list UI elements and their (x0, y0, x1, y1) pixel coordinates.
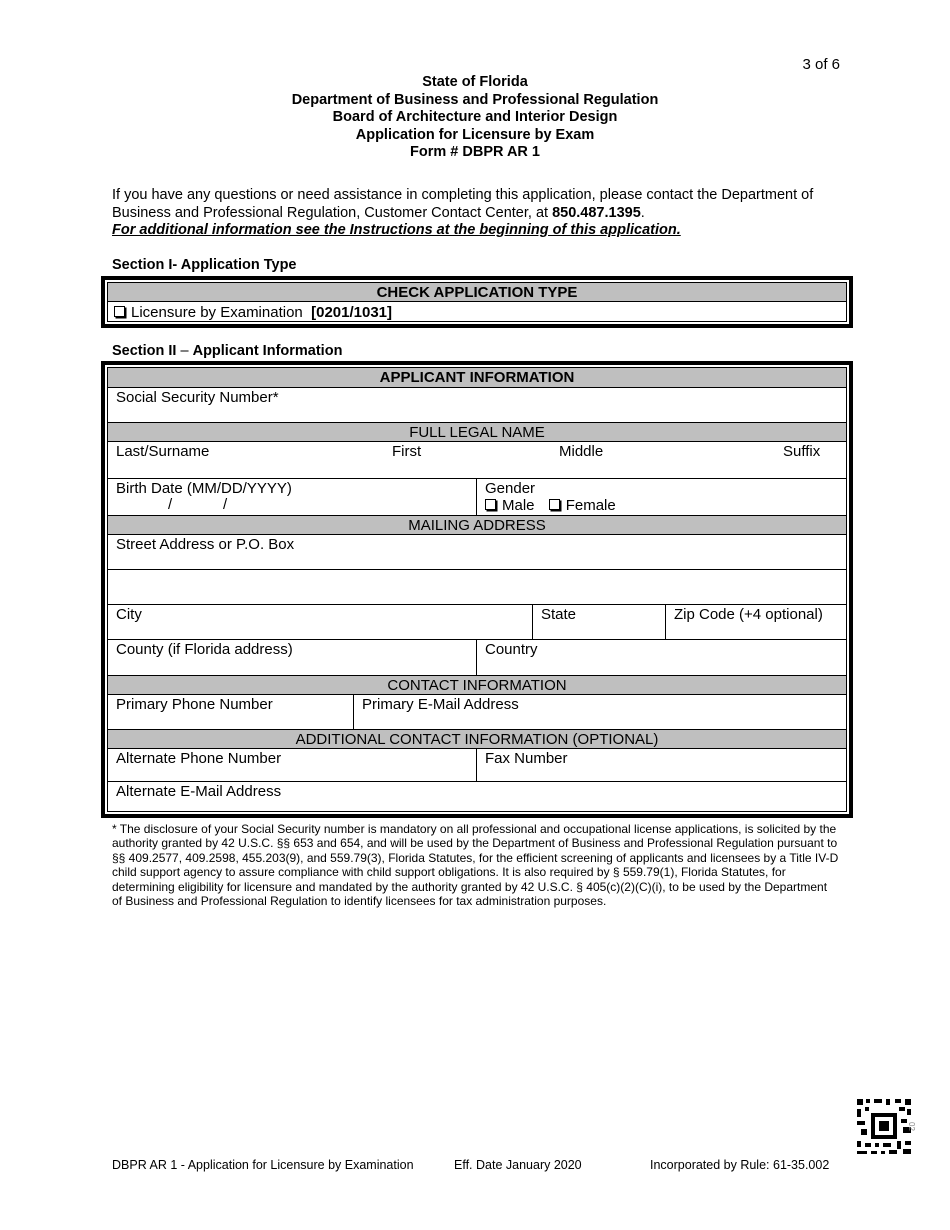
birth-date-field[interactable] (108, 479, 476, 515)
header-department: Department of Business and Professional Regulation (291, 91, 659, 108)
fax-number-field[interactable]: Fax Number (476, 749, 846, 781)
county-field[interactable]: County (if Florida address) (116, 641, 293, 658)
gender-label: Gender (485, 480, 536, 497)
licensure-option[interactable] (108, 303, 846, 321)
applicant-information-box (101, 361, 853, 818)
intro-paragraph (112, 187, 832, 240)
country-field[interactable]: Country (476, 640, 846, 675)
zip-code-field[interactable]: Zip Code (+4 optional) (665, 605, 846, 639)
licensure-option-label: Licensure by Examination (131, 303, 303, 321)
qr-code-icon (855, 1097, 913, 1155)
section-2-dash: – (176, 343, 193, 359)
form-header (0, 74, 950, 162)
full-legal-name-bar: FULL LEGAL NAME (108, 422, 846, 441)
male-label: Male (502, 497, 535, 514)
ssn-field[interactable]: Social Security Number* (116, 389, 279, 406)
footer-effective-date: Eff. Date January 2020 (454, 1158, 582, 1172)
contact-phone: 850.487.1395 (552, 204, 641, 221)
checkbox-icon[interactable] (485, 499, 496, 510)
check-application-type-bar: CHECK APPLICATION TYPE (108, 283, 846, 301)
header-form-number: Form # DBPR AR 1 (410, 144, 540, 160)
birth-date-separator: / (168, 496, 173, 513)
header-board: Board of Architecture and Interior Design (332, 109, 618, 125)
gender-male-option[interactable] (485, 497, 535, 514)
instructions-link[interactable]: For additional information see the Instructions at the beginning of this application. (112, 222, 681, 238)
application-type-box (101, 276, 853, 328)
applicant-information-bar: APPLICANT INFORMATION (108, 368, 846, 387)
header-state: State of Florida (422, 74, 528, 90)
footer-form-name: DBPR AR 1 - Application for Licensure by Examination (112, 1158, 414, 1172)
licensure-option-code: [0201/1031] (311, 303, 393, 321)
primary-phone-field[interactable]: Primary Phone Number (116, 696, 273, 713)
primary-email-field[interactable]: Primary E-Mail Address (353, 695, 846, 729)
section-2-name: Applicant Information (192, 343, 343, 359)
middle-name-label: Middle (559, 443, 604, 460)
last-name-label: Last/Surname (116, 443, 210, 460)
legal-name-field[interactable] (108, 442, 846, 478)
birth-date-label: Birth Date (MM/DD/YYYY) (116, 480, 292, 497)
birth-date-separator: / (223, 496, 228, 513)
checkbox-icon[interactable] (549, 499, 560, 510)
mailing-address-bar: MAILING ADDRESS (108, 515, 846, 534)
intro-text-end: . (640, 204, 645, 221)
contact-information-bar: CONTACT INFORMATION (108, 675, 846, 694)
alternate-phone-field[interactable]: Alternate Phone Number (116, 750, 282, 767)
first-name-label: First (392, 443, 422, 460)
checkbox-icon[interactable] (114, 306, 125, 317)
street-address-line-2[interactable] (108, 570, 846, 604)
section-2-title (112, 343, 342, 359)
qr-code-label: 02 (907, 1122, 916, 1131)
additional-contact-bar: ADDITIONAL CONTACT INFORMATION (OPTIONAL) (108, 729, 846, 748)
section-2-number: Section II (112, 343, 177, 359)
header-application: Application for Licensure by Exam (355, 126, 595, 143)
page-number: 3 of 6 (802, 56, 840, 73)
gender-female-option[interactable] (549, 497, 616, 514)
ssn-disclosure-footnote: * The disclosure of your Social Security number is mandatory on all professional and occupational license applications, is solicited by the authority granted by 42 U.S.C. §§ 653 and 654, and will be used by the Department of Business and Professional Regulation pursuant to §§ 409.2577, 409.2598, 455.203(9), and 559.79(3), Florida Statutes, for the efficient screening of applicants and licensees by a Title IV-D child support agency to assure compliance with child support obligations. It is also required by § 559.79(1), Florida Statutes, for determining eligibility for licensure and mandated by the authority granted by 42 U.S.C. § 405(c)(2)(C)(i), to be used by the Department of Business and Professional Regulation to identify licensees for tax administration purposes. (112, 822, 839, 909)
footer-rule: Incorporated by Rule: 61-35.002 (650, 1158, 830, 1172)
alternate-email-field[interactable]: Alternate E-Mail Address (116, 783, 282, 800)
suffix-label: Suffix (783, 443, 821, 460)
intro-text: If you have any questions or need assistance in completing this application, please contact the Department of Business and Professional Regulation, Customer Contact Center, at (112, 187, 814, 221)
section-1-title: Section I- Application Type (112, 257, 297, 273)
female-label: Female (565, 497, 616, 514)
state-field[interactable]: State (532, 605, 665, 639)
city-field[interactable]: City (116, 606, 142, 623)
gender-field (476, 479, 846, 515)
street-address-field[interactable]: Street Address or P.O. Box (116, 536, 295, 553)
